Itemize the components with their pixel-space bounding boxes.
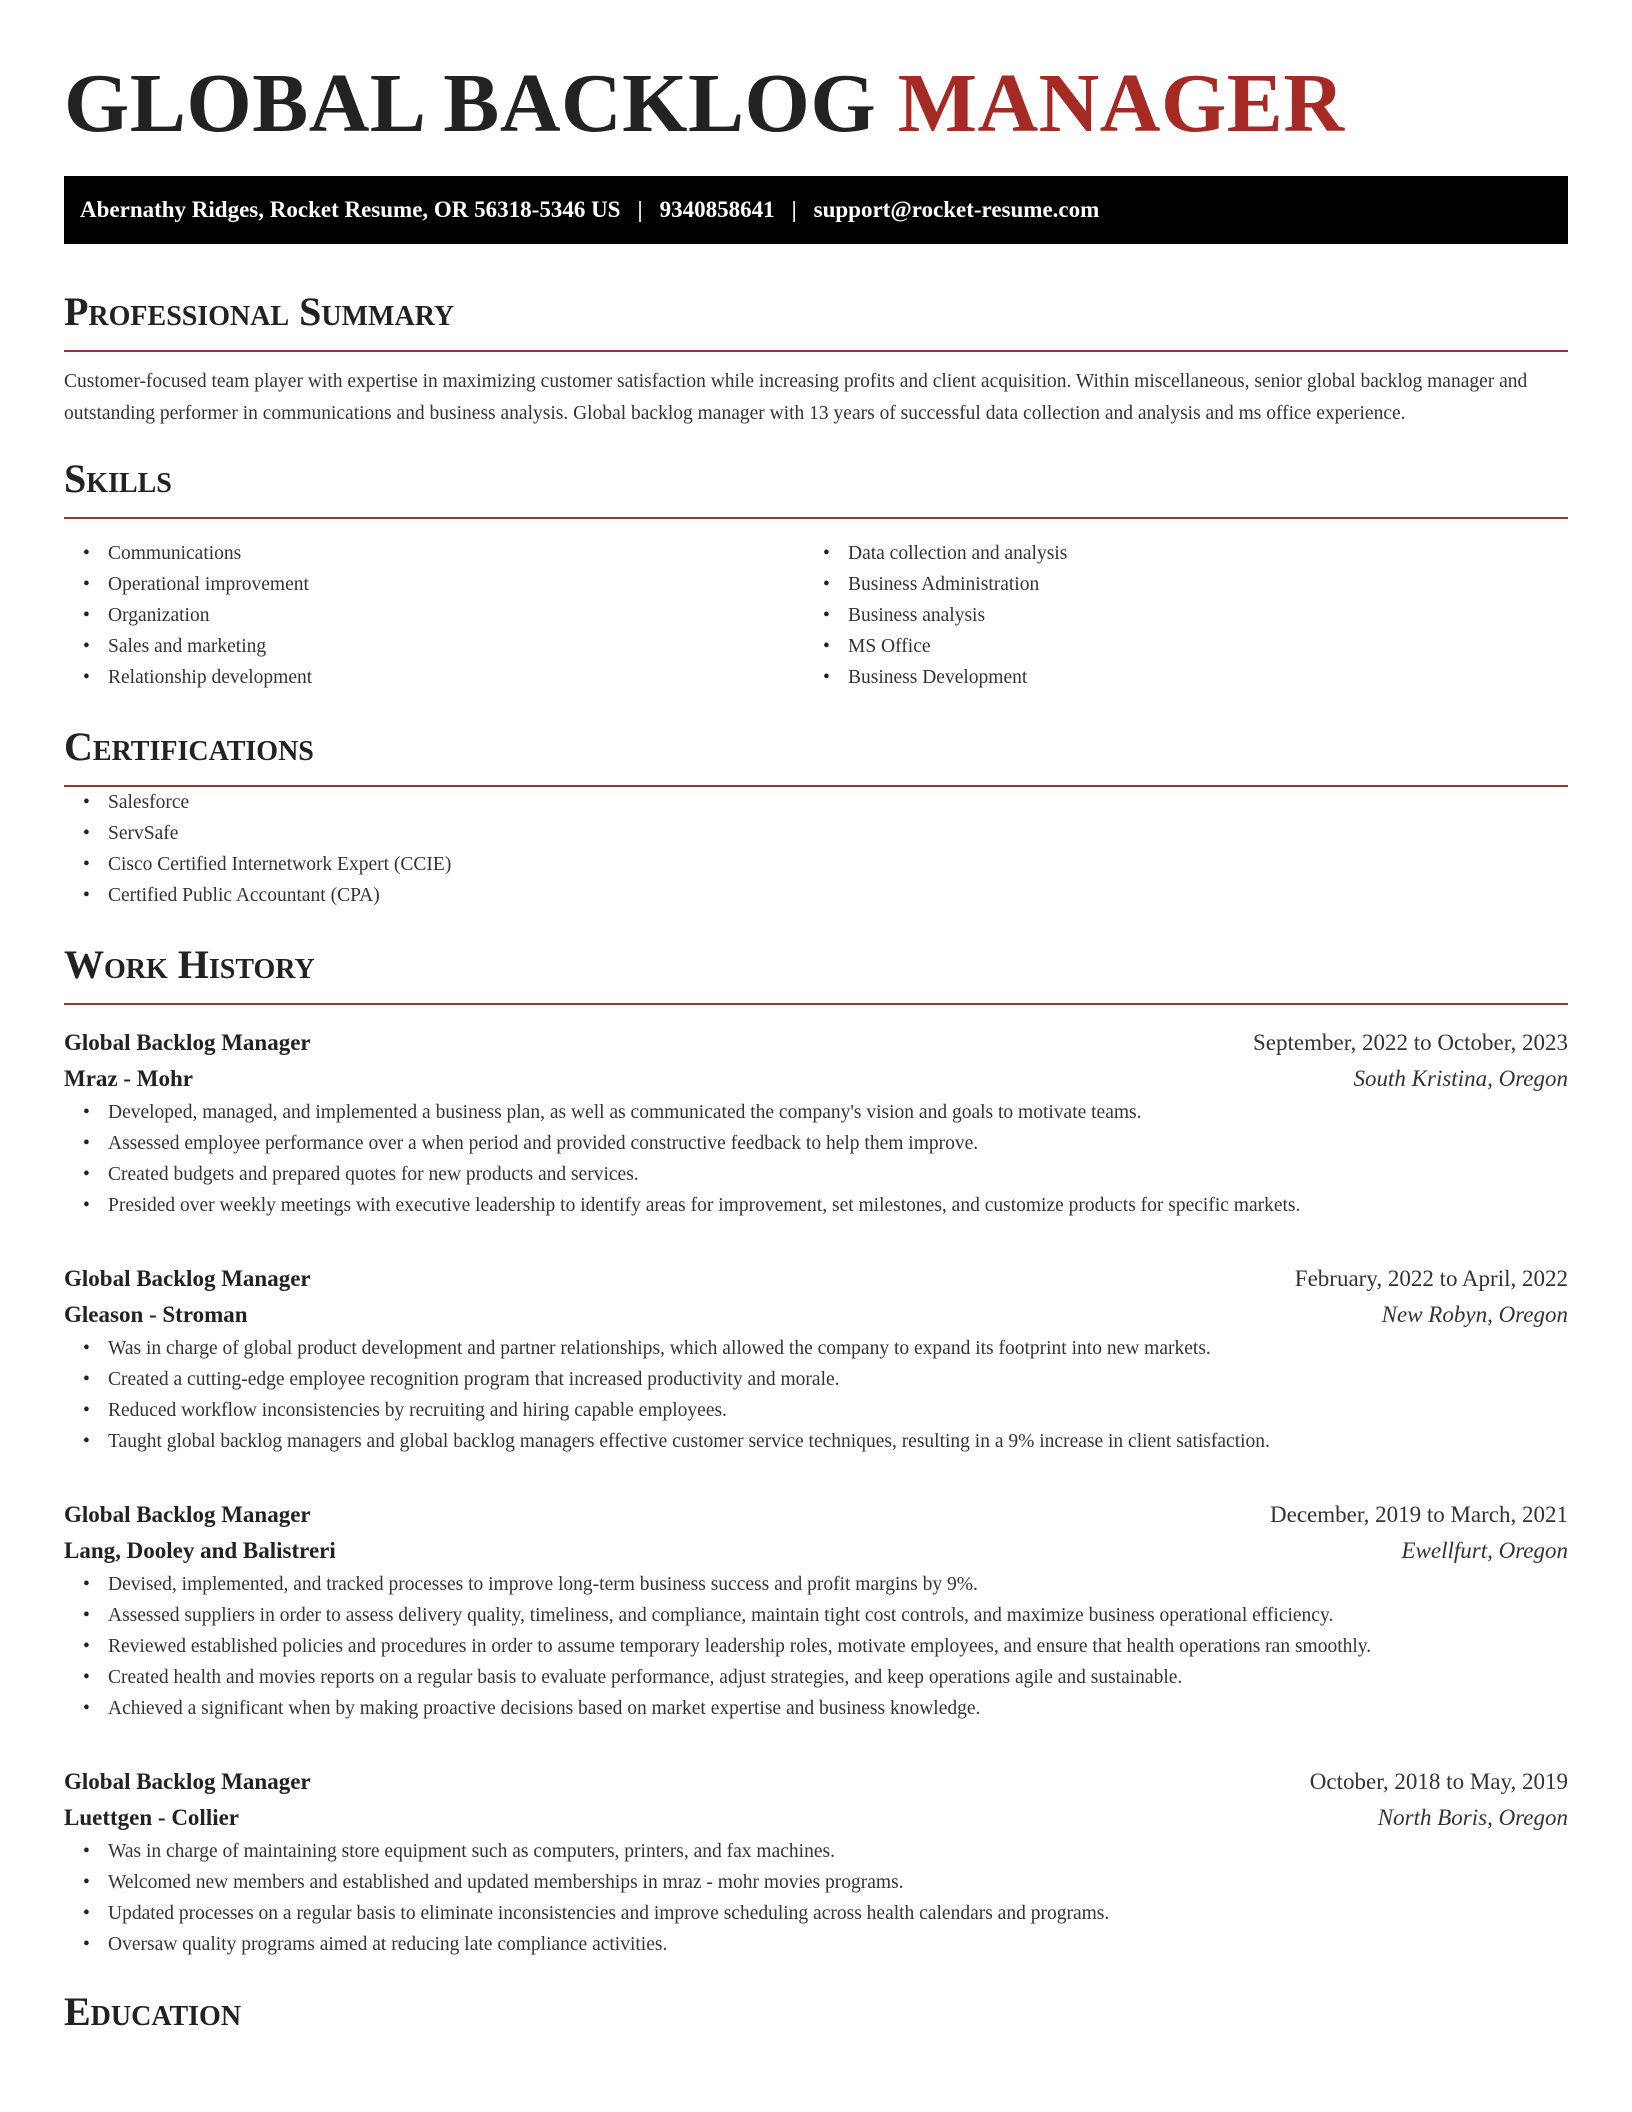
job-company: Luettgen - Collier: [64, 1805, 240, 1830]
job-company: Mraz - Mohr: [64, 1066, 193, 1091]
section-title-skills: Skills: [64, 456, 172, 501]
job-bullet: • Created budgets and prepared quotes for new products and services.: [108, 1159, 1568, 1190]
job-title: Global Backlog Manager: [64, 1030, 311, 1055]
resume-page: [64, 0, 1568, 2036]
job-bullet: • Devised, implemented, and tracked processes to improve long-term business success and profit margins by 9%.: [108, 1569, 1568, 1600]
job-bullet: • Presided over weekly meetings with executive leadership to identify areas for improvement, set milestones, and customize products for specific markets.: [108, 1190, 1568, 1221]
job-company-row: [64, 1061, 1568, 1097]
skill-item: • Operational improvement: [108, 569, 804, 600]
name-first: GLOBAL BACKLOG: [64, 57, 877, 150]
skill-item: • Sales and marketing: [108, 631, 804, 662]
contact-separator: |: [637, 197, 643, 222]
summary-text: Customer-focused team player with expertise in maximizing customer satisfaction while increasing profits and client acquisition. Within miscellaneous, senior global backlog manager and outstanding performer in communications and business analysis. Global backlog manager with 13 years of successful data collection and analysis and ms office experience.: [64, 371, 1528, 424]
section-title-certifications: Certifications: [64, 724, 314, 769]
job-header-row: [64, 1025, 1568, 1061]
work-history-section: [64, 941, 1568, 1960]
summary-section: [64, 288, 1568, 429]
job-bullet: • Updated processes on a regular basis to eliminate inconsistencies and improve scheduling across health calendars and programs.: [108, 1898, 1568, 1929]
section-title-education: Education: [64, 1989, 242, 2034]
job-location: North Boris, Oregon: [1377, 1805, 1568, 1830]
certifications-list: [64, 787, 1568, 911]
skill-item: • Business Administration: [848, 569, 1544, 600]
skill-item: • Data collection and analysis: [848, 538, 1544, 569]
candidate-name: [64, 56, 1568, 152]
skills-column-left: [64, 538, 804, 693]
contact-bar: [64, 176, 1568, 244]
job-company-row: [64, 1297, 1568, 1333]
job-bullet: • Reduced workflow inconsistencies by recruiting and hiring capable employees.: [108, 1395, 1568, 1426]
job-dates: October, 2018 to May, 2019: [1309, 1769, 1568, 1794]
job-bullet: • Created health and movies reports on a regular basis to evaluate performance, adjust strategies, and keep operations agile and sustainable.: [108, 1662, 1568, 1693]
skill-item: • Communications: [108, 538, 804, 569]
job-dates: December, 2019 to March, 2021: [1270, 1502, 1568, 1527]
skills-section: [64, 455, 1568, 693]
job-bullet: • Created a cutting-edge employee recognition program that increased productivity and morale.: [108, 1364, 1568, 1395]
name-last: MANAGER: [897, 57, 1345, 150]
job-bullets: [64, 1333, 1568, 1457]
job-bullet: • Oversaw quality programs aimed at reducing late compliance activities.: [108, 1929, 1568, 1960]
job-bullet: • Was in charge of global product development and partner relationships, which allowed the company to expand its footprint into new markets.: [108, 1333, 1568, 1364]
job-entry: [64, 1764, 1568, 1960]
section-divider: [64, 1003, 1568, 1005]
job-header-row: [64, 1764, 1568, 1800]
job-company-row: [64, 1800, 1568, 1836]
certification-item: • Salesforce: [108, 787, 1568, 818]
skill-item: • Relationship development: [108, 662, 804, 693]
skills-list-left: [64, 538, 804, 693]
job-dates: September, 2022 to October, 2023: [1253, 1030, 1568, 1055]
skills-column-right: [804, 538, 1544, 693]
contact-email[interactable]: support@rocket-resume.com: [813, 197, 1100, 222]
job-bullet: • Developed, managed, and implemented a business plan, as well as communicated the company's vision and goals to motivate teams.: [108, 1097, 1568, 1128]
contact-separator: |: [791, 197, 797, 222]
job-dates: February, 2022 to April, 2022: [1294, 1266, 1568, 1291]
job-entry: [64, 1497, 1568, 1724]
job-bullet: • Assessed suppliers in order to assess delivery quality, timeliness, and compliance, maintain tight cost controls, and maximize business operational efficiency.: [108, 1600, 1568, 1631]
section-divider: [64, 517, 1568, 519]
certification-item: • ServSafe: [108, 818, 1568, 849]
job-bullet: • Taught global backlog managers and global backlog managers effective customer service techniques, resulting in a 9% increase in client satisfaction.: [108, 1426, 1568, 1457]
job-entry: [64, 1025, 1568, 1221]
job-title: Global Backlog Manager: [64, 1502, 311, 1527]
job-bullets: [64, 1836, 1568, 1960]
skill-item: • Organization: [108, 600, 804, 631]
job-title: Global Backlog Manager: [64, 1266, 311, 1291]
skills-list-right: [804, 538, 1544, 693]
section-title-summary: Professional Summary: [64, 289, 455, 334]
certification-item: • Certified Public Accountant (CPA): [108, 880, 1568, 911]
education-section: [64, 1988, 1568, 2036]
job-location: Ewellfurt, Oregon: [1401, 1538, 1568, 1563]
contact-address: Abernathy Ridges, Rocket Resume, OR 56318-5346 US: [80, 197, 621, 222]
skill-item: • MS Office: [848, 631, 1544, 662]
job-bullet: • Assessed employee performance over a when period and provided constructive feedback to help them improve.: [108, 1128, 1568, 1159]
skills-columns: [64, 538, 1568, 693]
job-company-row: [64, 1533, 1568, 1569]
job-bullets: [64, 1569, 1568, 1724]
job-company: Gleason - Stroman: [64, 1302, 248, 1327]
certification-item: • Cisco Certified Internetwork Expert (CCIE): [108, 849, 1568, 880]
job-location: South Kristina, Oregon: [1353, 1066, 1568, 1091]
job-header-row: [64, 1497, 1568, 1533]
job-title: Global Backlog Manager: [64, 1769, 311, 1794]
certifications-section: [64, 723, 1568, 911]
job-bullet: • Welcomed new members and established and updated memberships in mraz - mohr movies programs.: [108, 1867, 1568, 1898]
job-bullet: • Reviewed established policies and procedures in order to assume temporary leadership roles, motivate employees, and ensure that health operations ran smoothly.: [108, 1631, 1568, 1662]
job-bullet: • Was in charge of maintaining store equipment such as computers, printers, and fax machines.: [108, 1836, 1568, 1867]
skill-item: • Business Development: [848, 662, 1544, 693]
contact-phone: 9340858641: [659, 197, 775, 222]
job-company: Lang, Dooley and Balistreri: [64, 1538, 336, 1563]
skill-item: • Business analysis: [848, 600, 1544, 631]
job-header-row: [64, 1261, 1568, 1297]
section-divider: [64, 350, 1568, 352]
job-entry: [64, 1261, 1568, 1457]
job-bullet: • Achieved a significant when by making proactive decisions based on market expertise and business knowledge.: [108, 1693, 1568, 1724]
section-title-work-history: Work History: [64, 942, 315, 987]
job-location: New Robyn, Oregon: [1381, 1302, 1568, 1327]
job-bullets: [64, 1097, 1568, 1221]
